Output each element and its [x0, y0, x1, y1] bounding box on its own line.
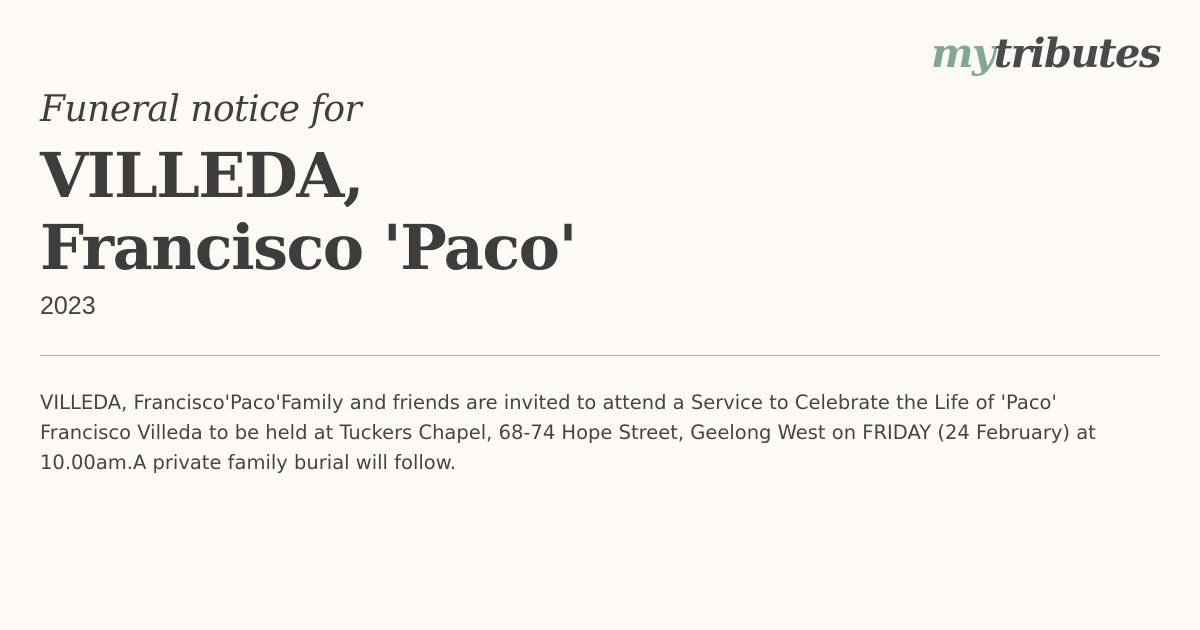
logo-tributes: tributes	[993, 30, 1160, 77]
deceased-surname: VILLEDA,	[40, 139, 364, 212]
notice-intro: Funeral notice for	[40, 89, 362, 130]
divider	[40, 355, 1160, 356]
deceased-name	[40, 140, 576, 284]
deceased-given-names: Francisco 'Paco'	[40, 211, 576, 284]
mytributes-logo	[931, 30, 1160, 77]
logo-my: my	[931, 30, 994, 77]
notice-body: VILLEDA, Francisco'Paco'Family and friends are invited to attend a Service to Celebrate the Life of 'Paco' Francisco Villeda to be held at Tuckers Chapel, 68-74 Hope Street, Geelong West on FRIDAY (24 February) at 10.00am.A private family burial will follow.	[40, 391, 1096, 474]
notice-year: 2023	[40, 292, 96, 320]
